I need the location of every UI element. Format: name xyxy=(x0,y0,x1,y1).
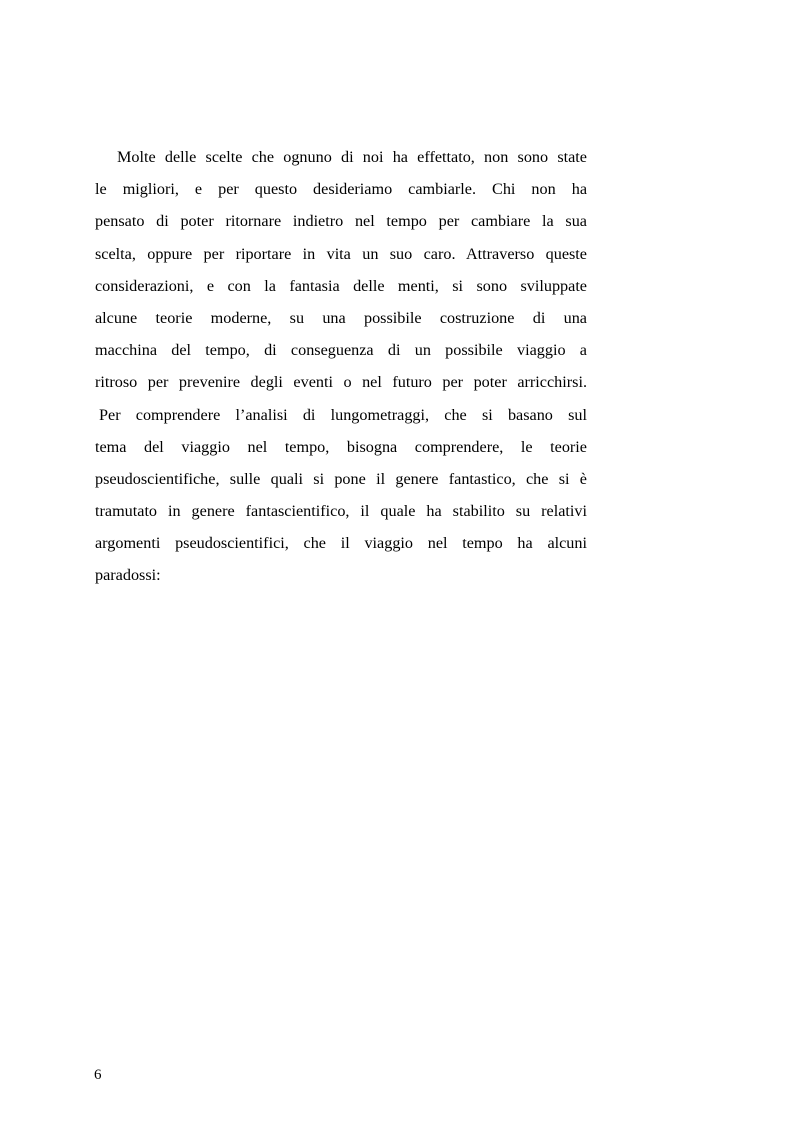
text-line: tema del viaggio nel tempo, bisogna comprendere, le teorie xyxy=(95,437,587,456)
page-number: 6 xyxy=(94,1067,102,1083)
text-line: considerazioni, e con la fantasia delle menti, si sono sviluppate xyxy=(95,276,587,295)
text-line: scelta, oppure per riportare in vita un suo caro. Attraverso queste xyxy=(95,244,587,263)
text-line: paradossi: xyxy=(95,566,161,585)
body-paragraphs xyxy=(95,141,587,592)
text-line: pseudoscientifiche, sulle quali si pone il genere fantastico, che si è xyxy=(95,469,587,488)
text-line: pensato di poter ritornare indietro nel tempo per cambiare la sua xyxy=(95,212,587,231)
text-line: tramutato in genere fantascientifico, il quale ha stabilito su relativi xyxy=(95,502,587,521)
text-line: alcune teorie moderne, su una possibile costruzione di una xyxy=(95,308,587,327)
text-line: macchina del tempo, di conseguenza di un possibile viaggio a xyxy=(95,341,587,360)
text-line: Molte delle scelte che ognuno di noi ha effettato, non sono state xyxy=(117,148,587,166)
text-line: le migliori, e per questo desideriamo cambiarle. Chi non ha xyxy=(95,180,587,199)
text-line: argomenti pseudoscientifici, che il viaggio nel tempo ha alcuni xyxy=(95,534,587,553)
text-line: Per comprendere l’analisi di lungometraggi, che si basano sul xyxy=(99,405,587,424)
text-line: ritroso per prevenire degli eventi o nel futuro per poter arricchirsi. xyxy=(95,373,587,392)
